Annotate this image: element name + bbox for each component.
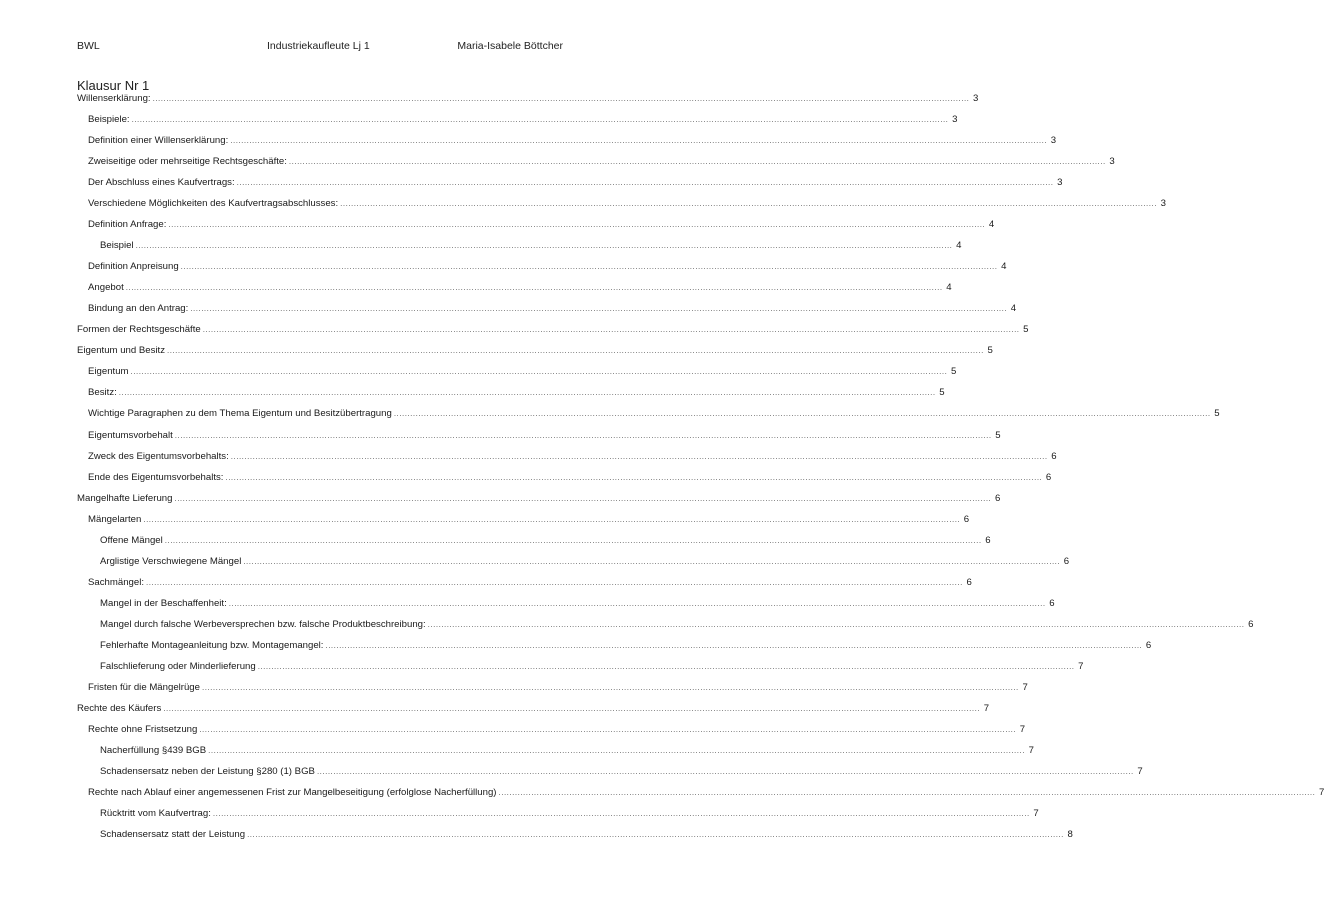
toc-entry-text: Fristen für die Mängelrüge: [88, 681, 200, 693]
toc-dot-leader: ............................................................................................................................................................................................................................................................................................................: [340, 199, 1157, 209]
toc-entry[interactable]: [77, 219, 995, 240]
toc-entry-text: Nacherfüllung §439 BGB: [100, 744, 207, 756]
toc-dot-leader: ............................................................................................................................................................................................................................................................................................................: [174, 430, 992, 440]
toc-entry[interactable]: [77, 408, 1220, 429]
toc-page-number: 7: [1019, 723, 1026, 735]
toc-entry-text: Mangel durch falsche Werbeversprechen bzw. falsche Produktbeschreibung:: [100, 618, 426, 630]
toc-entry[interactable]: [77, 345, 993, 366]
header-course: Industriekaufleute Lj 1: [267, 40, 370, 52]
toc-dot-leader: ............................................................................................................................................................................................................................................................................................................: [230, 136, 1048, 146]
toc-dot-leader: ............................................................................................................................................................................................................................................................................................................: [180, 262, 998, 272]
toc-dot-leader: ............................................................................................................................................................................................................................................................................................................: [230, 451, 1048, 461]
toc-dot-leader: ............................................................................................................................................................................................................................................................................................................: [288, 157, 1106, 167]
toc-entry-text: Eigentumsvorbehalt: [88, 429, 173, 441]
toc-page-number: 3: [1109, 156, 1115, 168]
page-header: [77, 40, 563, 54]
toc-entry-text: Willenserklärung:: [77, 93, 151, 104]
toc-entry[interactable]: [77, 723, 1026, 745]
toc-entry[interactable]: [77, 597, 1055, 619]
toc-entry-text: Der Abschluss eines Kaufvertrags:: [88, 177, 235, 189]
toc-entry[interactable]: [77, 492, 1001, 514]
toc-dot-leader: ............................................................................................................................................................................................................................................................................................................: [130, 367, 948, 377]
toc-entry-text: Zweiseitige oder mehrseitige Rechtsgeschäfte:: [88, 156, 287, 168]
toc-page-number: 5: [1023, 324, 1029, 336]
toc-dot-leader: ............................................................................................................................................................................................................................................................................................................: [325, 640, 1143, 650]
toc-entry-text: Mangelhafte Lieferung: [77, 492, 173, 504]
toc-dot-leader: ............................................................................................................................................................................................................................................................................................................: [236, 178, 1054, 188]
toc-dot-leader: ............................................................................................................................................................................................................................................................................................................: [257, 661, 1075, 671]
toc-dot-leader: ............................................................................................................................................................................................................................................................................................................: [228, 598, 1046, 608]
toc-dot-leader: ............................................................................................................................................................................................................................................................................................................: [243, 556, 1061, 566]
toc-entry-text: Offene Mängel: [100, 534, 163, 546]
toc-entry-text: Falschlieferung oder Minderlieferung: [100, 660, 256, 672]
toc-page-number: 7: [1028, 744, 1034, 756]
toc-page-number: 7: [1022, 681, 1028, 693]
toc-page-number: 3: [952, 114, 958, 126]
toc-page-number: 6: [966, 576, 972, 588]
toc-page-number: 7: [1318, 787, 1324, 799]
toc-entry[interactable]: [77, 450, 1057, 472]
toc-page-number: 5: [987, 345, 993, 357]
toc-entry[interactable]: [77, 639, 1152, 661]
toc-entry[interactable]: [77, 387, 945, 408]
toc-page-number: 5: [1214, 408, 1220, 420]
toc-title: Klausur Nr 1: [77, 78, 150, 93]
toc-dot-leader: ............................................................................................................................................................................................................................................................................................................: [202, 325, 1020, 335]
toc-entry-text: Beispiele:: [88, 114, 130, 126]
toc-entry[interactable]: [77, 93, 979, 114]
toc-entry[interactable]: [77, 702, 990, 724]
toc-entry-text: Wichtige Paragraphen zu dem Thema Eigentum und Besitzübertragung: [88, 408, 392, 420]
toc-entry[interactable]: [77, 261, 1007, 282]
toc-entry[interactable]: [77, 513, 970, 535]
toc-entry[interactable]: [77, 576, 972, 598]
toc-dot-leader: ............................................................................................................................................................................................................................................................................................................: [247, 830, 1064, 840]
toc-entry-text: Definition Anpreisung: [88, 261, 179, 273]
toc-entry[interactable]: [77, 324, 1029, 345]
toc-entry-text: Definition Anfrage:: [88, 219, 167, 231]
toc-entry[interactable]: [77, 135, 1057, 156]
toc-page-number: 5: [950, 366, 957, 378]
toc-page-number: 4: [946, 282, 952, 294]
toc-entry-text: Rechte ohne Fristsetzung: [88, 723, 198, 735]
toc-dot-leader: ............................................................................................................................................................................................................................................................................................................: [131, 115, 949, 125]
toc-entry-text: Zweck des Eigentumsvorbehalts:: [88, 450, 229, 462]
toc-dot-leader: ............................................................................................................................................................................................................................................................................................................: [393, 409, 1211, 419]
toc-entry[interactable]: [77, 429, 1001, 451]
toc-dot-leader: ............................................................................................................................................................................................................................................................................................................: [118, 388, 936, 398]
toc-page-number: 6: [1248, 618, 1254, 630]
toc-entry[interactable]: [77, 766, 1143, 787]
toc-page-number: 4: [1010, 303, 1017, 315]
toc-dot-leader: ............................................................................................................................................................................................................................................................................................................: [190, 304, 1008, 314]
toc-page-number: 6: [963, 513, 970, 525]
toc-dot-leader: ............................................................................................................................................................................................................................................................................................................: [498, 788, 1316, 798]
toc-entry-text: Rechte des Käufers: [77, 702, 162, 714]
toc-page-number: 4: [988, 219, 995, 231]
toc-entry[interactable]: [77, 303, 1017, 324]
toc-page-number: 3: [1057, 177, 1063, 189]
toc-page-number: 6: [1049, 597, 1055, 609]
toc-page-number: 7: [1078, 660, 1084, 672]
toc-entry[interactable]: [77, 555, 1070, 577]
toc-entry[interactable]: [77, 618, 1254, 640]
toc-dot-leader: ............................................................................................................................................................................................................................................................................................................: [201, 682, 1019, 692]
toc-dot-leader: ............................................................................................................................................................................................................................................................................................................: [199, 724, 1017, 734]
toc-entry[interactable]: [77, 534, 991, 556]
toc-dot-leader: ............................................................................................................................................................................................................................................................................................................: [163, 703, 981, 713]
toc-entry[interactable]: [77, 660, 1084, 682]
toc-entry-text: Rücktritt vom Kaufvertrag:: [100, 808, 211, 820]
toc-entry[interactable]: [77, 787, 1324, 808]
toc-entry[interactable]: [77, 240, 962, 261]
toc-entry-text: Bindung an den Antrag:: [88, 303, 189, 315]
toc-page-number: 4: [956, 240, 962, 252]
table-of-contents: [77, 93, 1324, 850]
toc-entry[interactable]: [77, 681, 1028, 703]
toc-entry-text: Rechte nach Ablauf einer angemessenen Frist zur Mangelbeseitigung (erfolglose Nacherfüllung): [88, 787, 497, 799]
toc-entry-text: Formen der Rechtsgeschäfte: [77, 324, 201, 336]
toc-entry-text: Eigentum: [88, 366, 129, 378]
toc-dot-leader: ............................................................................................................................................................................................................................................................................................................: [225, 472, 1043, 482]
toc-entry-text: Sachmängel:: [88, 576, 144, 588]
toc-page-number: 6: [1063, 555, 1070, 567]
toc-page-number: 5: [995, 429, 1001, 441]
toc-entry-text: Besitz:: [88, 387, 117, 399]
header-subject: BWL: [77, 40, 100, 52]
toc-entry[interactable]: [77, 808, 1039, 829]
toc-page-number: 5: [939, 387, 945, 399]
toc-entry[interactable]: [77, 114, 958, 135]
toc-entry[interactable]: [77, 177, 1063, 198]
header-author: Maria-Isabele Böttcher: [457, 40, 563, 52]
toc-dot-leader: ............................................................................................................................................................................................................................................................................................................: [427, 619, 1245, 629]
toc-page-number: 4: [1001, 261, 1007, 273]
toc-dot-leader: ............................................................................................................................................................................................................................................................................................................: [164, 535, 982, 545]
toc-page-number: 6: [994, 492, 1001, 504]
toc-dot-leader: ............................................................................................................................................................................................................................................................................................................: [146, 577, 963, 587]
toc-entry-text: Mangel in der Beschaffenheit:: [100, 597, 227, 609]
toc-page-number: 7: [1033, 808, 1039, 820]
toc-entry[interactable]: [77, 198, 1166, 219]
toc-page-number: 7: [1137, 766, 1143, 777]
toc-dot-leader: ............................................................................................................................................................................................................................................................................................................: [208, 745, 1025, 755]
toc-page-number: 6: [1051, 450, 1057, 462]
toc-entry-text: Fehlerhafte Montageanleitung bzw. Montagemangel:: [100, 639, 324, 651]
toc-entry-text: Definition einer Willenserklärung:: [88, 135, 229, 147]
toc-entry-text: Ende des Eigentumsvorbehalts:: [88, 471, 224, 483]
toc-page-number: 3: [1050, 135, 1057, 147]
toc-entry-text: Schadensersatz statt der Leistung: [100, 829, 246, 841]
toc-dot-leader: ............................................................................................................................................................................................................................................................................................................: [316, 767, 1134, 776]
toc-entry[interactable]: [77, 366, 957, 387]
toc-page-number: 3: [1160, 198, 1166, 210]
toc-dot-leader: ............................................................................................................................................................................................................................................................................................................: [212, 809, 1030, 819]
toc-dot-leader: ............................................................................................................................................................................................................................................................................................................: [167, 346, 984, 356]
toc-dot-leader: ............................................................................................................................................................................................................................................................................................................: [174, 493, 992, 503]
toc-entry[interactable]: [77, 471, 1052, 493]
toc-dot-leader: ............................................................................................................................................................................................................................................................................................................: [152, 94, 970, 103]
toc-dot-leader: ............................................................................................................................................................................................................................................................................................................: [135, 241, 953, 251]
toc-entry[interactable]: [77, 744, 1034, 766]
toc-page-number: 3: [973, 93, 979, 104]
toc-entry-text: Beispiel: [100, 240, 134, 252]
toc-entry[interactable]: [77, 829, 1073, 850]
toc-entry[interactable]: [77, 156, 1115, 177]
toc-entry-text: Mängelarten: [88, 513, 142, 525]
toc-page-number: 7: [983, 702, 990, 714]
toc-entry-text: Schadensersatz neben der Leistung §280 (1) BGB: [100, 766, 315, 777]
toc-entry-text: Eigentum und Besitz: [77, 345, 165, 357]
toc-page-number: 8: [1067, 829, 1073, 841]
toc-entry-text: Angebot: [88, 282, 124, 294]
toc-dot-leader: ............................................................................................................................................................................................................................................................................................................: [143, 514, 961, 524]
toc-dot-leader: ............................................................................................................................................................................................................................................................................................................: [125, 283, 943, 293]
toc-entry[interactable]: [77, 282, 952, 303]
toc-entry-text: Verschiedene Möglichkeiten des Kaufvertragsabschlusses:: [88, 198, 339, 210]
toc-dot-leader: ............................................................................................................................................................................................................................................................................................................: [168, 220, 986, 230]
toc-page-number: 6: [1045, 471, 1052, 483]
toc-page-number: 6: [1145, 639, 1152, 651]
toc-page-number: 6: [985, 534, 991, 546]
toc-entry-text: Arglistige Verschwiegene Mängel: [100, 555, 242, 567]
